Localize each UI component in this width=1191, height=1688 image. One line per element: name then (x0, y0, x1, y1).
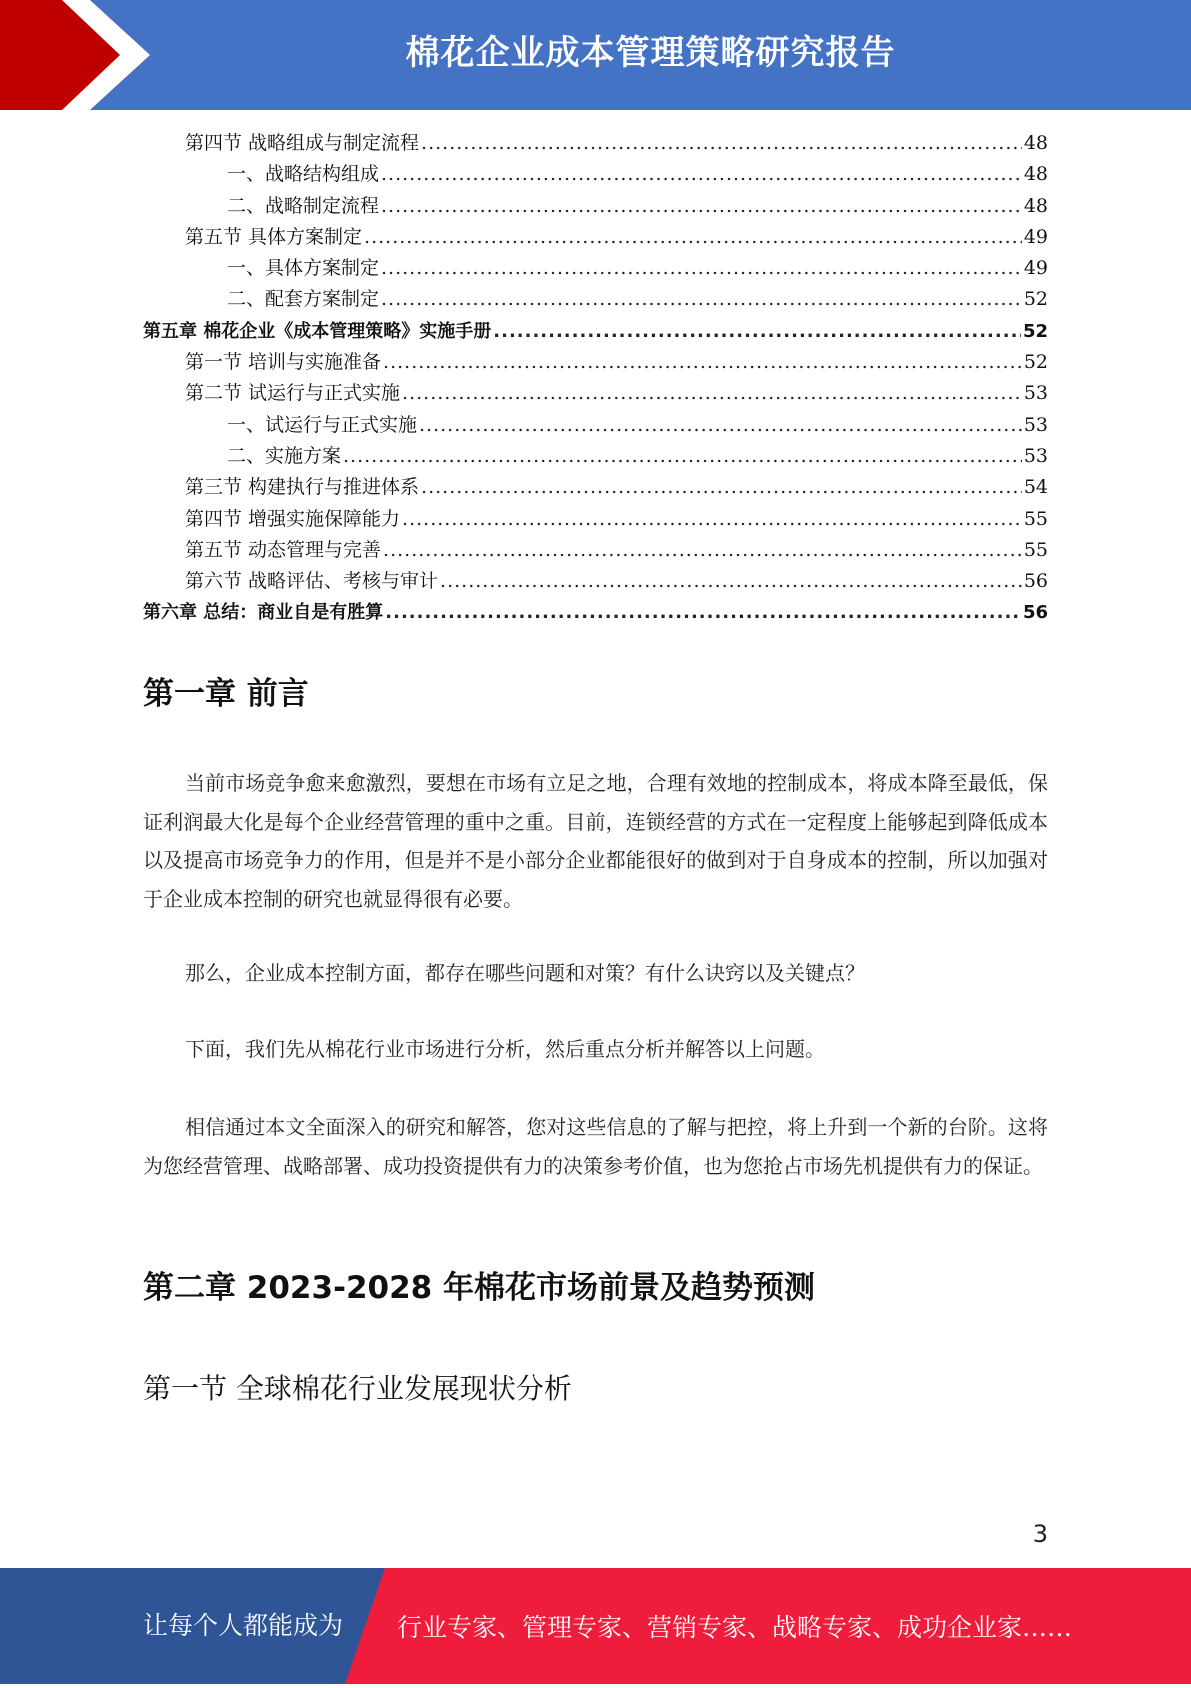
report-title: 棉花企业成本管理策略研究报告 (405, 33, 896, 73)
toc-leader-dots (421, 128, 1022, 159)
chapter-heading: 第一章 前言 (143, 676, 309, 712)
toc-entry[interactable] (143, 284, 1048, 315)
toc-entry-page: 55 (1023, 538, 1048, 561)
toc-entry-title: 第五章 棉花企业《成本管理策略》实施手册 (143, 320, 492, 342)
toc-entry-page: 48 (1023, 163, 1048, 186)
paragraph: 那么，企业成本控制方面，都存在哪些问题和对策？有什么诀窍以及关键点？ (185, 961, 865, 985)
paragraph: 下面，我们先从棉花行业市场进行分析，然后重点分析并解答以上问题。 (185, 1037, 825, 1061)
toc-entry-title: 一、具体方案制定 (227, 257, 380, 280)
toc-entry-title: 第五节 动态管理与完善 (185, 538, 382, 561)
toc-entry[interactable] (143, 566, 1048, 597)
toc-entry-title: 第一节 培训与实施准备 (185, 351, 382, 374)
toc-entry-title: 第四节 战略组成与制定流程 (185, 132, 420, 154)
page-footer (0, 1568, 1191, 1684)
toc-entry-title: 第五节 具体方案制定 (185, 225, 363, 248)
toc-entry[interactable] (143, 472, 1048, 503)
toc-entry[interactable] (143, 222, 1048, 253)
page-header (0, 0, 1191, 110)
toc-entry-page: 52 (1023, 288, 1048, 311)
chapter-heading: 第二章 2023-2028 年棉花市场前景及趋势预测 (143, 1270, 816, 1306)
footer-slogan-right: 行业专家、管理专家、营销专家、战略专家、成功企业家…… (397, 1613, 1073, 1642)
toc-entry-title: 第六节 战略评估、考核与审计 (185, 570, 439, 593)
toc-entry[interactable] (143, 253, 1048, 284)
footer-slogan-left: 让每个人都能成为 (143, 1611, 344, 1640)
toc-entry-title: 第四节 增强实施保障能力 (185, 507, 401, 530)
toc-entry-page: 52 (1022, 320, 1048, 342)
toc-entry-page: 53 (1023, 413, 1048, 436)
toc-leader-dots (381, 191, 1022, 222)
toc-leader-dots (419, 410, 1022, 441)
toc-leader-dots (364, 222, 1022, 253)
toc-entry-title: 二、配套方案制定 (227, 288, 380, 311)
toc-entry-page: 55 (1023, 507, 1048, 530)
toc-entry-page: 56 (1022, 602, 1048, 624)
toc-entry-page: 56 (1023, 570, 1048, 593)
toc-leader-dots (493, 316, 1021, 347)
toc-entry-title: 一、战略结构组成 (227, 163, 380, 186)
toc-entry-page: 49 (1023, 225, 1048, 248)
toc-entry-title: 第三节 构建执行与推进体系 (185, 476, 420, 499)
toc-entry-page: 52 (1023, 351, 1048, 374)
toc-entry[interactable] (143, 316, 1048, 347)
toc-leader-dots (440, 566, 1022, 597)
table-of-contents (143, 128, 1048, 629)
toc-entry[interactable] (143, 504, 1048, 535)
toc-entry[interactable] (143, 191, 1048, 222)
toc-leader-dots (385, 597, 1021, 628)
toc-entry[interactable] (143, 378, 1048, 409)
toc-entry[interactable] (143, 347, 1048, 378)
toc-leader-dots (381, 159, 1022, 190)
toc-leader-dots (421, 472, 1022, 503)
toc-entry[interactable] (143, 441, 1048, 472)
toc-entry-page: 53 (1023, 444, 1048, 467)
paragraph: 相信通过本文全面深入的研究和解答，您对这些信息的了解与把控，将上升到一个新的台阶。这将为您经营管理、战略部署、成功投资提供有力的决策参考价值，也为您抢占市场先机提供有力的保证。 (143, 1115, 1048, 1178)
toc-leader-dots (381, 253, 1022, 284)
toc-entry-page: 54 (1023, 476, 1048, 499)
toc-entry[interactable] (143, 128, 1048, 159)
toc-leader-dots (381, 284, 1022, 315)
toc-entry[interactable] (143, 159, 1048, 190)
toc-leader-dots (343, 441, 1022, 472)
toc-entry-page: 48 (1023, 194, 1048, 217)
page-number: 3 (1032, 1520, 1048, 1548)
toc-entry-page: 48 (1023, 132, 1048, 154)
toc-entry-title: 第六章 总结：商业自是有胜算 (143, 602, 384, 624)
toc-leader-dots (383, 347, 1022, 378)
paragraph: 当前市场竞争愈来愈激烈，要想在市场有立足之地，合理有效地的控制成本，将成本降至最低，保证利润最大化是每个企业经营管理的重中之重。目前，连锁经营的方式在一定程度上能够起到降低成本以及提高市场竞争力的作用，但是并不是小部分企业都能很好的做到对于自身成本的控制，所以加强对于企业成本控制的研究也就显得很有必要。 (143, 771, 1048, 911)
toc-entry-page: 49 (1023, 257, 1048, 280)
toc-entry[interactable] (143, 410, 1048, 441)
section-heading: 第一节 全球棉花行业发展现状分析 (143, 1372, 572, 1405)
toc-entry-page: 53 (1023, 382, 1048, 405)
toc-entry-title: 二、实施方案 (227, 444, 342, 467)
toc-entry-title: 二、战略制定流程 (227, 194, 380, 217)
toc-leader-dots (402, 504, 1022, 535)
toc-entry[interactable] (143, 535, 1048, 566)
toc-leader-dots (402, 378, 1022, 409)
toc-entry-title: 第二节 试运行与正式实施 (185, 382, 401, 405)
toc-entry[interactable] (143, 597, 1048, 628)
toc-entry-title: 一、试运行与正式实施 (227, 413, 418, 436)
toc-leader-dots (383, 535, 1022, 566)
